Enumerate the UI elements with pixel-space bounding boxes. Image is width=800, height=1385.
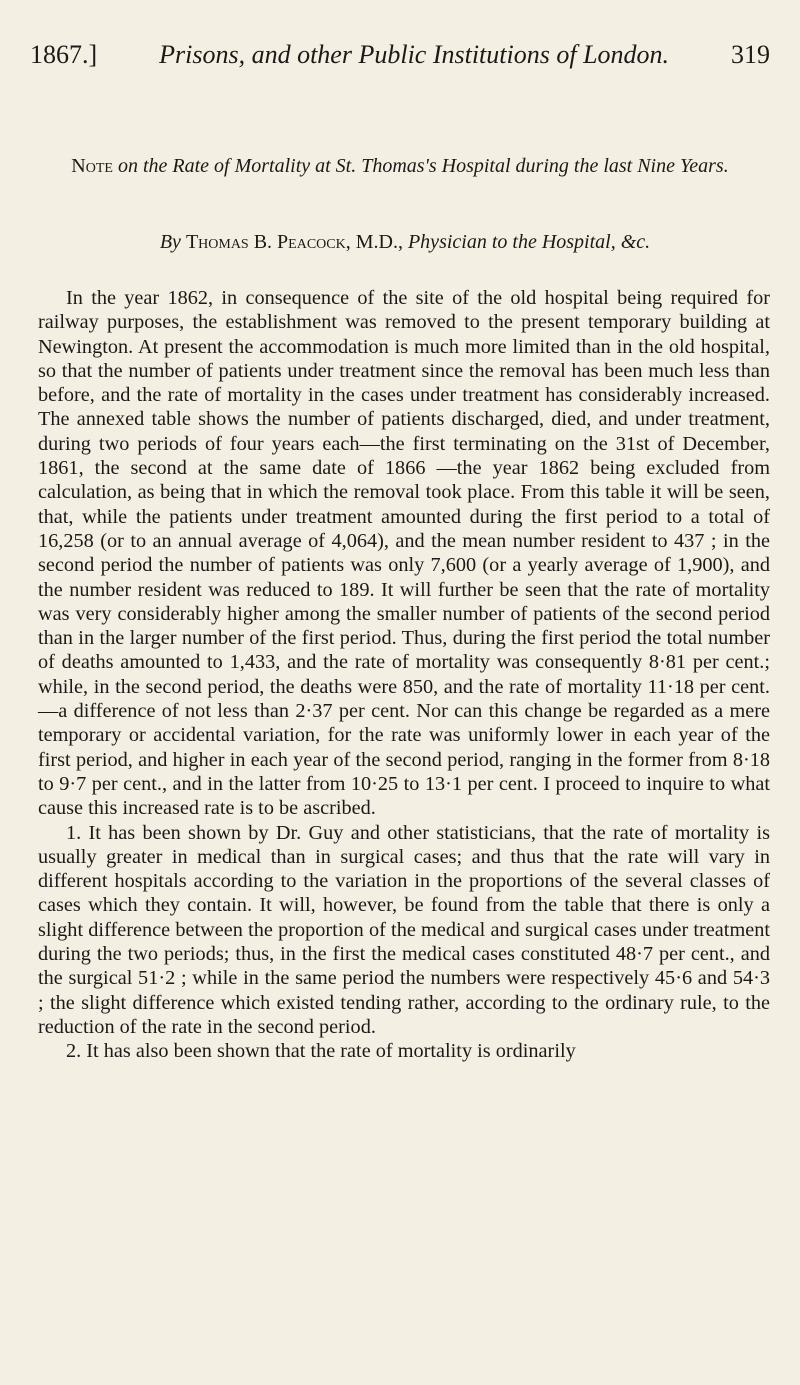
body-text <box>38 286 770 1064</box>
paragraph: 1. It has been shown by Dr. Guy and other statisticians, that the rate of mortality is usually greater in medical than in surgical cases; and thus that the rate will vary in different hospitals according to the variation in the proportions of the several classes of cases which they contain. It will, however, be found from the table that there is only a slight difference between the proportion of the medical and surgical cases under treatment during the two periods; thus, in the first the medical cases constituted 48·7 per cent., and the surgical 51·2 ; while in the same period the numbers were respectively 45·6 and 54·3 ; the slight difference which existed tending rather, according to the ordinary rule, to the reduction of the rate in the second period. <box>38 821 770 1038</box>
article-title-lead: Note <box>71 155 113 177</box>
running-head <box>30 40 770 70</box>
running-head-title: Prisons, and other Public Institutions of London. <box>159 40 670 69</box>
article-title-rest: on the Rate of Mortality at St. Thomas's Hospital during the last Nine Years. <box>117 155 729 177</box>
byline-by: By <box>159 231 181 253</box>
paragraph: 2. It has also been shown that the rate of mortality is ordinarily <box>66 1040 576 1063</box>
running-head-year: 1867.] <box>30 40 98 69</box>
byline <box>40 231 770 254</box>
article-title <box>60 152 740 180</box>
paragraph: In the year 1862, in consequence of the site of the old hospital being required for railway purposes, the establishment was removed to the present temporary building at Newington. At present the accommodation is much more limited than in the old hospital, so that the number of patients under treatment since the removal has been much less than before, and the rate of mortality in the cases under treatment has considerably increased. The annexed table shows the number of patients discharged, died, and under treatment, during two periods of four years each—the first terminating on the 31st of December, 1861, the second at the same date of 1866 —the year 1862 being excluded from calculation, as being that in which the removal took place. From this table it will be seen, that, while the patients under treatment amounted during the first period to a total of 16,258 (or to an annual average of 4,064), and the mean number resident to 437 ; in the second period the number of patients was only 7,600 (or a yearly average of 1,900), and the number resident was reduced to 189. It will further be seen that the rate of mortality was very considerably higher among the smaller number of patients of the second period than in the larger number of the first period. Thus, during the first period the total number of deaths amounted to 1,433, and the rate of mortality was consequently 8·81 per cent.; while, in the second period, the deaths were 850, and the rate of mortality 11·18 per cent.—a difference of not less than 2·37 per cent. Nor can this change be regarded as a mere temporary or accidental variation, for the rate was uniformly lower in each year of the first period, and higher in each year of the second period, ranging in the former from 8·18 to 9·7 per cent., and in the latter from 10·25 to 13·1 per cent. I proceed to inquire to what cause this increased rate is to be ascribed. <box>38 287 770 820</box>
byline-author: Thomas B. Peacock, M.D., <box>185 231 403 253</box>
byline-role: Physician to the Hospital, &c. <box>407 231 651 253</box>
page-number: 319 <box>731 40 770 69</box>
